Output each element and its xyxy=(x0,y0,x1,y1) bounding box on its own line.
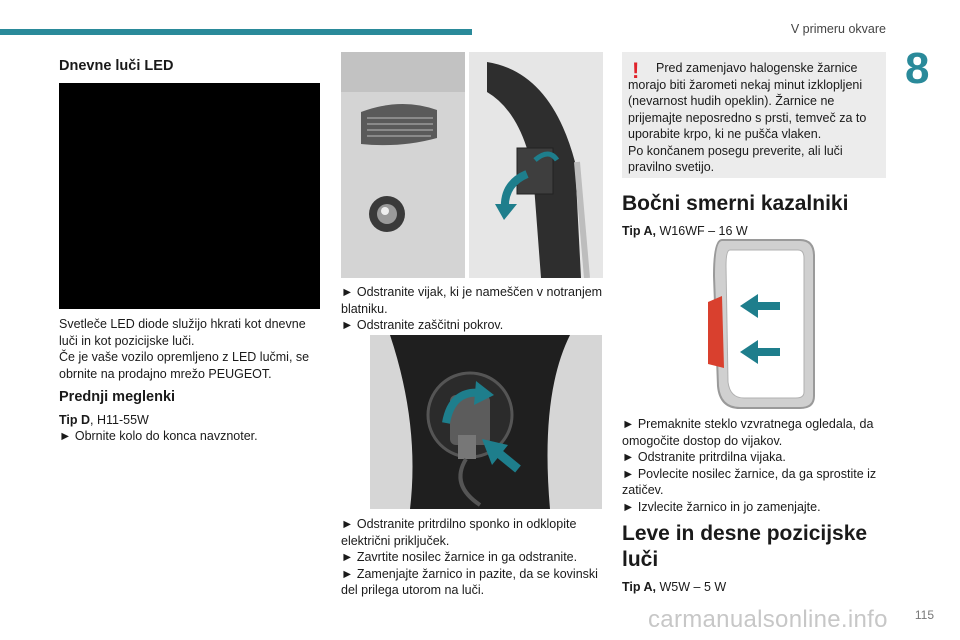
pos-tip-label: Tip A, xyxy=(622,580,657,594)
side-tip-value: W16WF – 16 W xyxy=(656,224,748,238)
mirror-glass xyxy=(726,250,804,398)
step-clip: ► Odstranite pritrdilno sponko in odklopite električni priključek. xyxy=(341,517,577,548)
side-step-1: ► Premaknite steklo vzvratnega ogledala, da omogočite dostop do vijakov. xyxy=(622,417,874,448)
heading-position-lamps: Leve in desne pozicijske luči xyxy=(622,522,868,571)
watermark: carmanualsonline.info xyxy=(648,606,888,633)
step-remove-screw: ► Odstranite vijak, ki je nameščen v notranjem blatniku. xyxy=(341,285,603,316)
fog-tip-value: , H11-55W xyxy=(90,412,149,427)
heading-fog-lamps: Prednji meglenki xyxy=(59,389,176,405)
cover-steps xyxy=(341,284,603,334)
bulb-holder-figure xyxy=(370,335,602,509)
header-accent-bar xyxy=(0,29,472,35)
bulb-steps xyxy=(341,516,603,599)
side-indicator-section xyxy=(622,191,888,240)
drl-text xyxy=(59,316,321,382)
chapter-title: V primeru okvare xyxy=(790,22,886,36)
drl-text-2: Če je vaše vozilo opremljeno z LED lučmi, se obrnite na prodajno mrežo PEUGEOT. xyxy=(59,350,310,381)
step-rotate-holder: ► Zavrtite nosilec žarnice in ga odstranite. xyxy=(341,550,578,564)
heading-drl-block xyxy=(59,58,321,75)
side-step-3: ► Povlecite nosilec žarnice, da ga sprostite iz zatičev. xyxy=(622,466,877,497)
position-lamps-section xyxy=(622,521,888,596)
fog-section xyxy=(59,389,321,445)
step-replace-bulb: ► Zamenjajte žarnico in pazite, da se kovinski del prilega utorom na luči. xyxy=(341,566,598,597)
warning-text: Pred zamenjavo halogenske žarnice morajo biti žarometi nekaj minut izklopljeni (nevarnost hudih opeklin). Žarnice ne prijemajte neposredno s prsti, temveč za to uporabite krpo, ki ne pušča vlaken. xyxy=(628,61,867,141)
pos-tip xyxy=(622,579,888,596)
side-steps xyxy=(622,416,888,515)
warning-text-2: Po končanem posegu preverite, ali luči pravilno svetijo. xyxy=(628,143,843,174)
side-indicator-lamp xyxy=(708,296,724,368)
step-remove-cover: ► Odstranite zaščitni pokrov. xyxy=(341,318,504,332)
warning-icon: ! xyxy=(632,58,640,83)
fog-tip-label: Tip D xyxy=(59,412,91,427)
side-step-2: ► Odstranite pritrdilna vijaka. xyxy=(622,450,786,464)
fog-lamp-figure xyxy=(341,52,603,278)
chapter-number: 8 xyxy=(905,44,930,93)
heading-side-indicators: Bočni smerni kazalniki xyxy=(622,192,849,215)
pos-tip-value: W5W – 5 W xyxy=(656,580,727,594)
warning-note xyxy=(622,52,886,178)
drl-text-1: Svetleče LED diode služijo hkrati kot dnevne luči in kot pozicijske luči. xyxy=(59,317,306,348)
side-tip-label: Tip A, xyxy=(622,224,657,238)
heading-drl: Dnevne luči LED xyxy=(59,58,174,74)
page-number: 115 xyxy=(914,608,934,622)
drl-image xyxy=(59,83,320,309)
fog-step-1: ► Obrnite kolo do konca navznoter. xyxy=(59,429,258,443)
fog-tip xyxy=(59,412,321,429)
mirror-figure xyxy=(700,236,820,412)
side-step-4: ► Izvlecite žarnico in jo zamenjajte. xyxy=(622,499,821,514)
